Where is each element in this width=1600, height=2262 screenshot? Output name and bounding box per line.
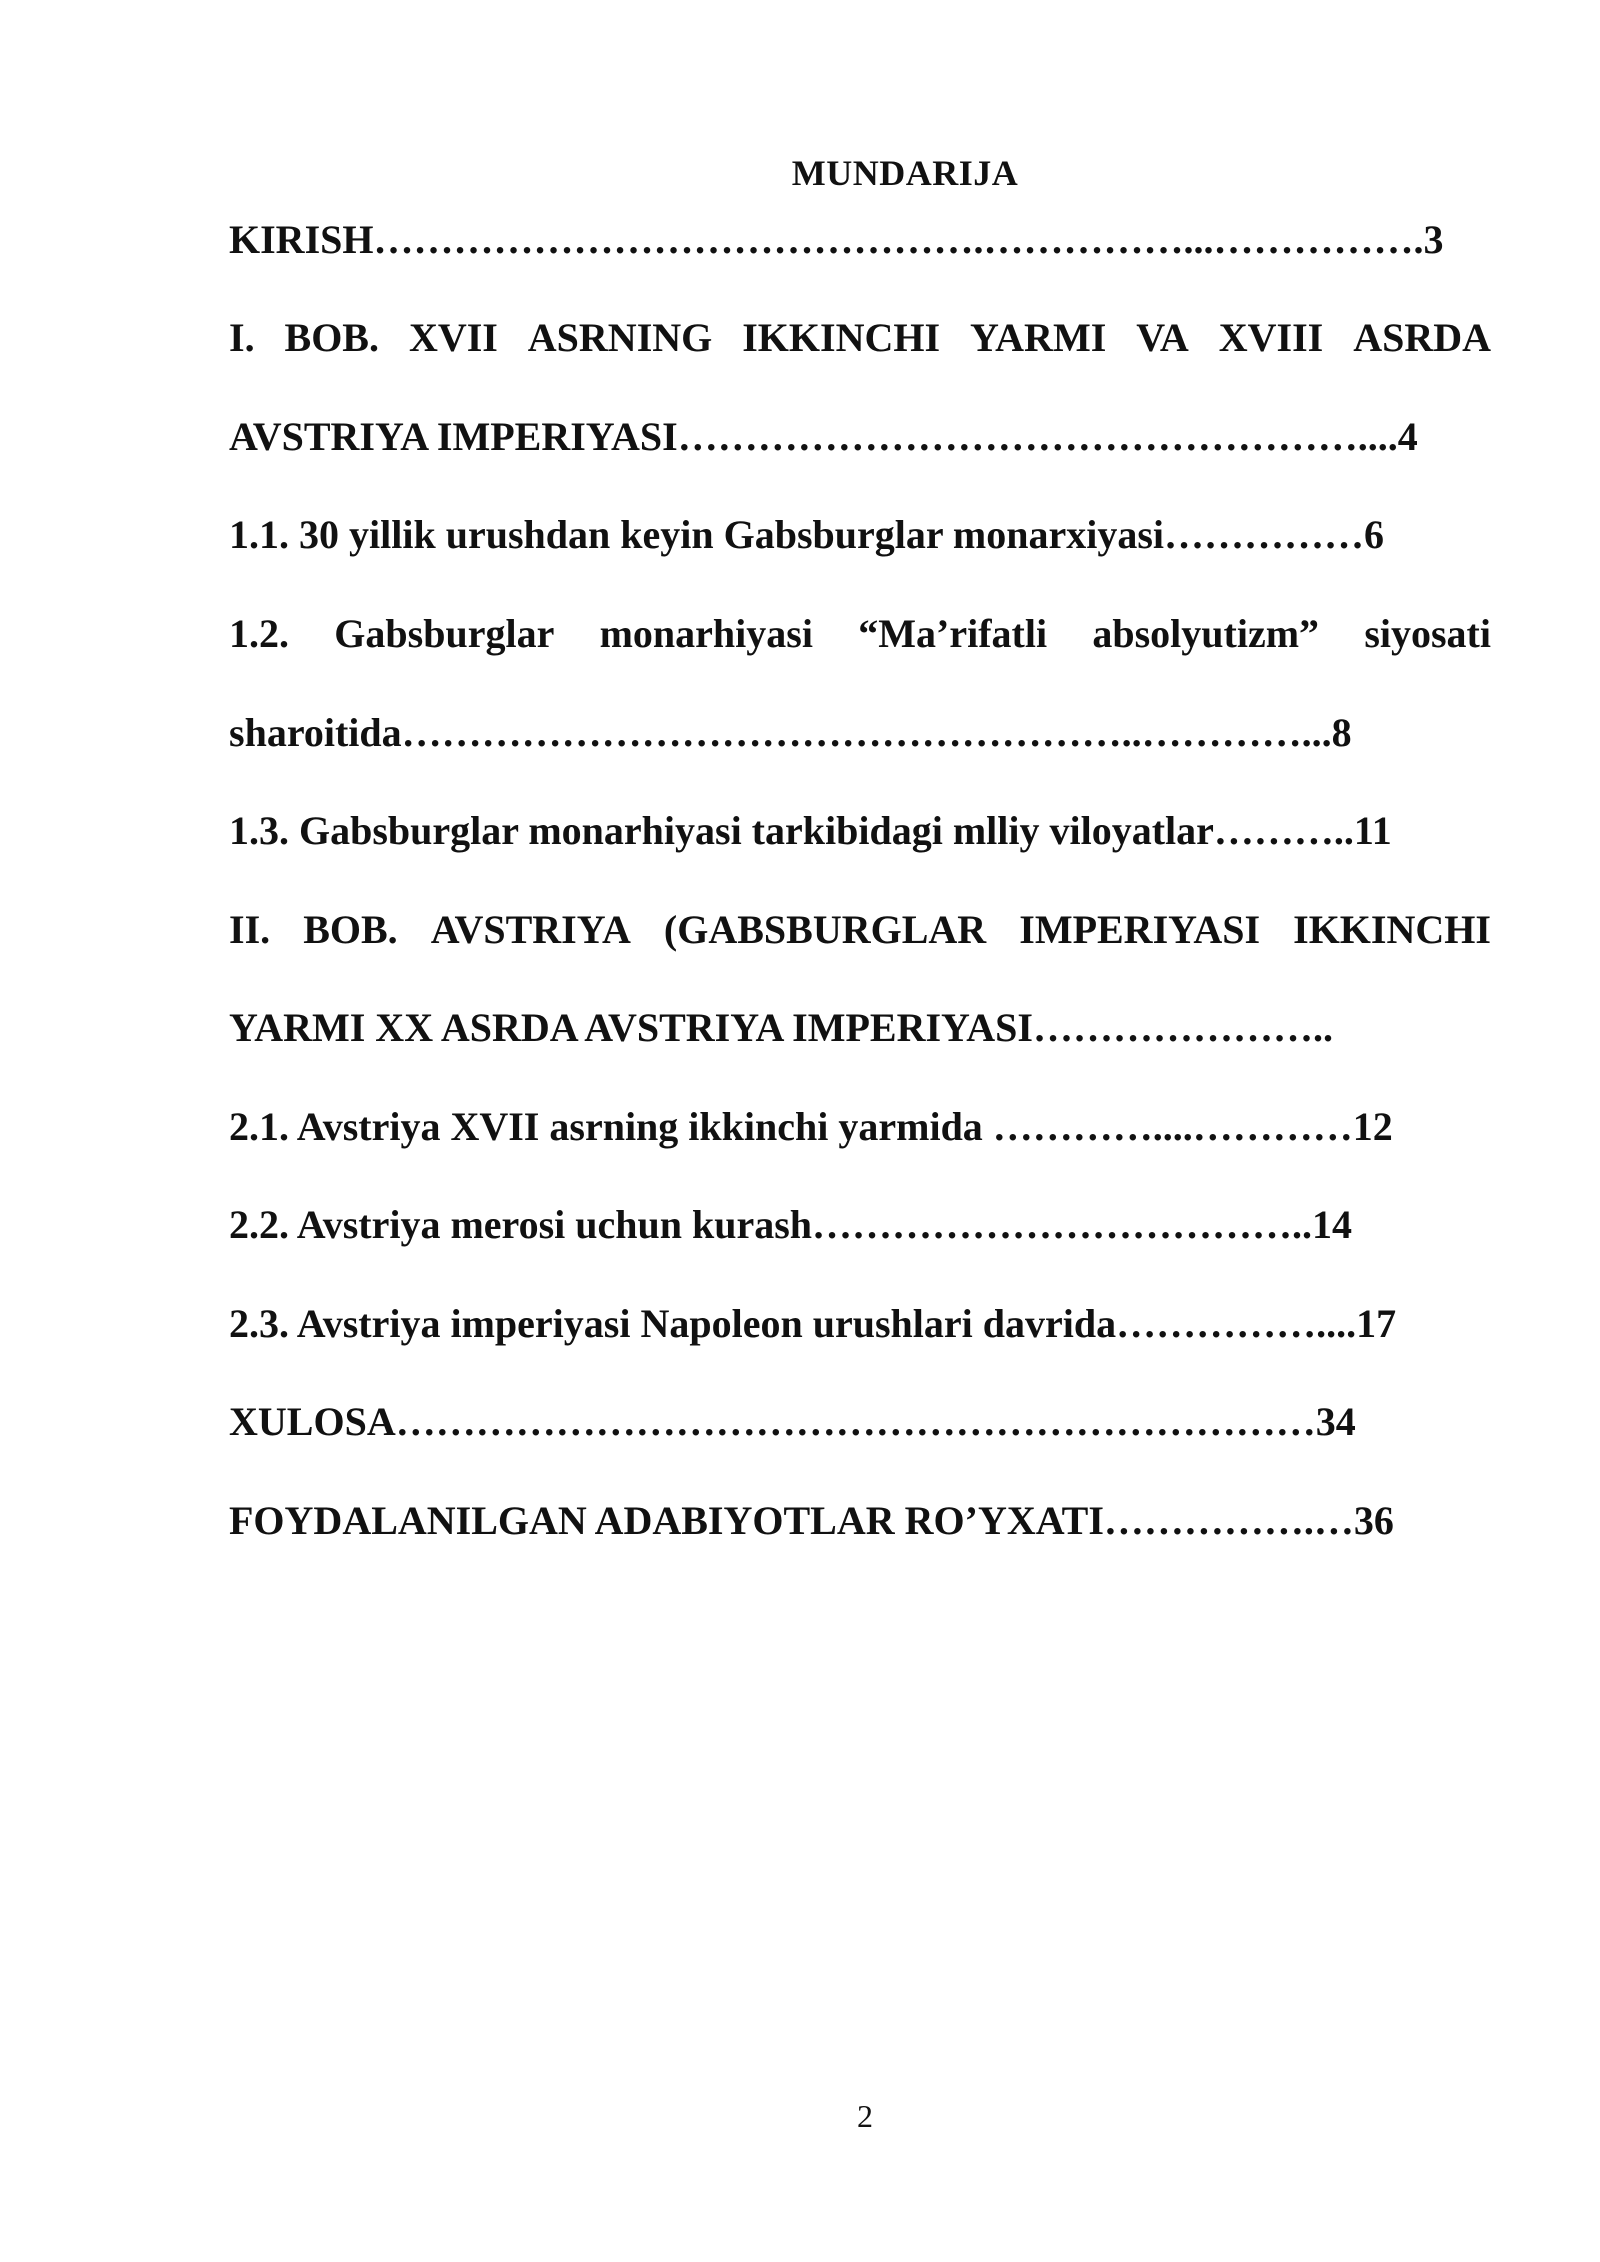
toc-heading: MUNDARIJA [791, 153, 1019, 193]
toc-word: “Ma’rifatli [858, 611, 1048, 656]
toc-word: ASRNING [527, 315, 713, 360]
toc-entry-1-3: 1.3. Gabsburglar monarhiyasi tarkibidagi mlliy viloyatlar………..11 [229, 808, 1392, 853]
toc-word: YARMI [969, 315, 1107, 360]
toc-entry-2-3: 2.3. Avstriya imperiyasi Napoleon urushlari davrida……………....17 [229, 1301, 1397, 1346]
toc-word: BOB. [303, 907, 398, 952]
toc-word: Gabsburglar [334, 611, 555, 656]
toc-entry-kirish: KIRISH……………………………………….……………...…………….3 [229, 217, 1444, 262]
toc-entry-chapter-1-title-line-1 [229, 308, 1491, 368]
toc-entry-1-2-line-1 [229, 604, 1491, 664]
page-number: 2 [857, 2098, 873, 2134]
toc-entry-1-2-line-2: sharoitida………………………………………………..…………...8 [229, 710, 1352, 755]
toc-word: (GABSBURGLAR [663, 907, 987, 952]
toc-word: II. [229, 907, 271, 952]
toc-word: IKKINCHI [1293, 907, 1491, 952]
toc-entry-references: FOYDALANILGAN ADABIYOTLAR RO’YXATI…………….…36 [229, 1498, 1394, 1543]
toc-word: siyosati [1364, 611, 1491, 656]
toc-entry-xulosa: XULOSA……………………………………………………………34 [229, 1399, 1356, 1444]
toc-word: ASRDA [1353, 315, 1491, 360]
toc-word: monarhiyasi [599, 611, 813, 656]
toc-entry-chapter-2-title-line-2: YARMI XX ASRDA AVSTRIYA IMPERIYASI………………….. [229, 1005, 1333, 1050]
toc-word: VA [1136, 315, 1189, 360]
toc-word: XVII [408, 315, 498, 360]
toc-word: IMPERIYASI [1019, 907, 1261, 952]
toc-word: XVIII [1218, 315, 1324, 360]
toc-word: 1.2. [229, 611, 289, 656]
toc-word: BOB. [284, 315, 379, 360]
toc-word: I. [229, 315, 255, 360]
toc-entry-chapter-2-title-line-1 [229, 900, 1491, 960]
toc-entry-2-1: 2.1. Avstriya XVII asrning ikkinchi yarmida …………....…………12 [229, 1104, 1393, 1149]
toc-word: IKKINCHI [742, 315, 941, 360]
toc-word: AVSTRIYA [430, 907, 631, 952]
toc-entry-2-2: 2.2. Avstriya merosi uchun kurash………………………………..14 [229, 1202, 1353, 1247]
toc-entry-chapter-1-title-line-2: AVSTRIYA IMPERIYASI……………………………………………....4 [229, 414, 1418, 459]
toc-entry-1-1: 1.1. 30 yillik urushdan keyin Gabsburglar monarxiyasi……………6 [229, 512, 1385, 557]
toc-word: absolyutizm” [1092, 611, 1320, 656]
